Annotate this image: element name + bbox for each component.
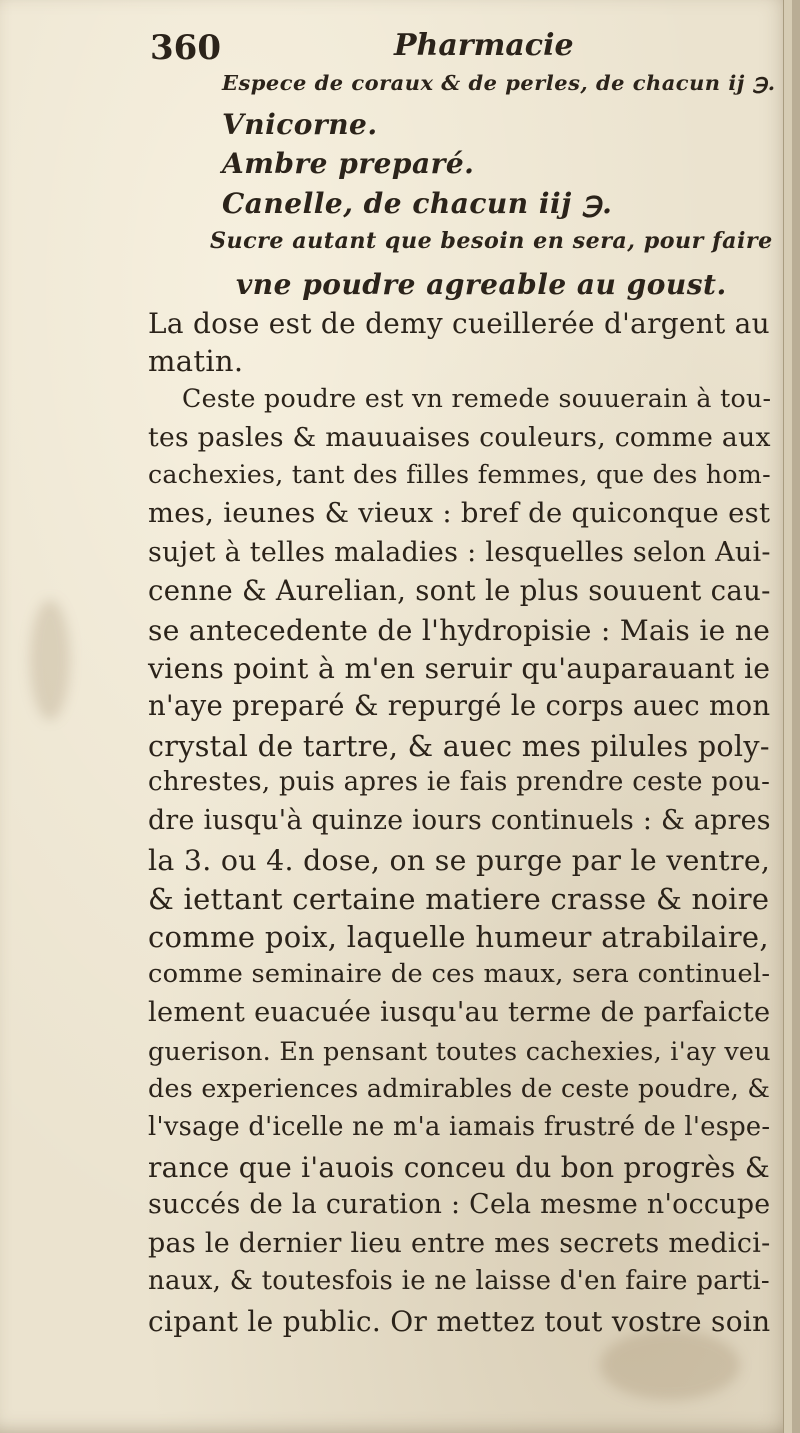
paper-stain <box>30 600 70 720</box>
text-line: & iettant certaine matiere crasse & noire <box>148 882 770 916</box>
text-line: se antecedente de l'hydropisie : Mais ie ne <box>148 614 771 647</box>
page-number: 360 <box>150 28 221 68</box>
running-title: Pharmacie <box>394 28 574 63</box>
text-line: cachexies, tant des filles femmes, que des hom- <box>148 460 771 489</box>
text-line: tes pasles & mauuaises couleurs, comme aux <box>148 422 771 453</box>
text-line: chrestes, puis apres ie fais prendre ceste pou- <box>148 767 771 797</box>
text-line: des experiences admirables de ceste poudre, & <box>148 1074 771 1103</box>
text-line: comme poix, laquelle humeur atrabilaire, <box>148 920 769 954</box>
text-line: dre iusqu'à quinze iours continuels : & apres <box>148 805 771 836</box>
recipe-line: Espece de coraux & de perles, de chacun ij ℈. <box>222 70 776 95</box>
text-line: pas le dernier lieu entre mes secrets medici- <box>148 1228 771 1259</box>
text-line: cipant le public. Or mettez tout vostre soin <box>148 1305 771 1338</box>
text-line: crystal de tartre, & auec mes pilules poly- <box>148 729 770 763</box>
text-line: l'vsage d'icelle ne m'a iamais frustré de l'espe- <box>148 1112 771 1142</box>
text-line: succés de la curation : Cela mesme n'occupe <box>148 1189 771 1220</box>
page-edge <box>783 0 792 1433</box>
text-line: cenne & Aurelian, sont le plus souuent cau- <box>148 575 771 607</box>
text-line: lement euacuée iusqu'au terme de parfaicte <box>148 997 771 1028</box>
recipe-line: vne poudre agreable au goust. <box>236 268 727 301</box>
text-line: guerison. En pensant toutes cachexies, i'ay veu <box>148 1036 771 1066</box>
recipe-line: Ambre preparé. <box>222 147 475 180</box>
recipe-line: Canelle, de chacun iij ℈. <box>222 187 613 220</box>
paper-stain <box>600 1330 740 1400</box>
text-line: la 3. ou 4. dose, on se purge par le ventre, <box>148 844 771 877</box>
recipe-line: Vnicorne. <box>222 108 378 141</box>
text-line: viens point à m'en seruir qu'auparauant ie <box>148 652 771 685</box>
text-line: naux, & toutesfois ie ne laisse d'en faire parti- <box>148 1266 770 1296</box>
recipe-line: Sucre autant que besoin en sera, pour faire <box>210 228 773 254</box>
text-line: rance que i'auois conceu du bon progrès & <box>148 1151 770 1184</box>
text-line: comme seminaire de ces maux, sera continuel- <box>148 959 771 989</box>
text-line: Ceste poudre est vn remede souuerain à tou- <box>182 384 772 413</box>
text-line: La dose est de demy cueillerée d'argent au <box>148 307 770 340</box>
text-line: matin. <box>148 344 244 378</box>
text-line: n'aye preparé & repurgé le corps auec mon <box>148 690 771 722</box>
text-line: mes, ieunes & vieux : bref de quiconque est <box>148 498 771 529</box>
text-line: sujet à telles maladies : lesquelles selon Aui- <box>148 537 771 568</box>
